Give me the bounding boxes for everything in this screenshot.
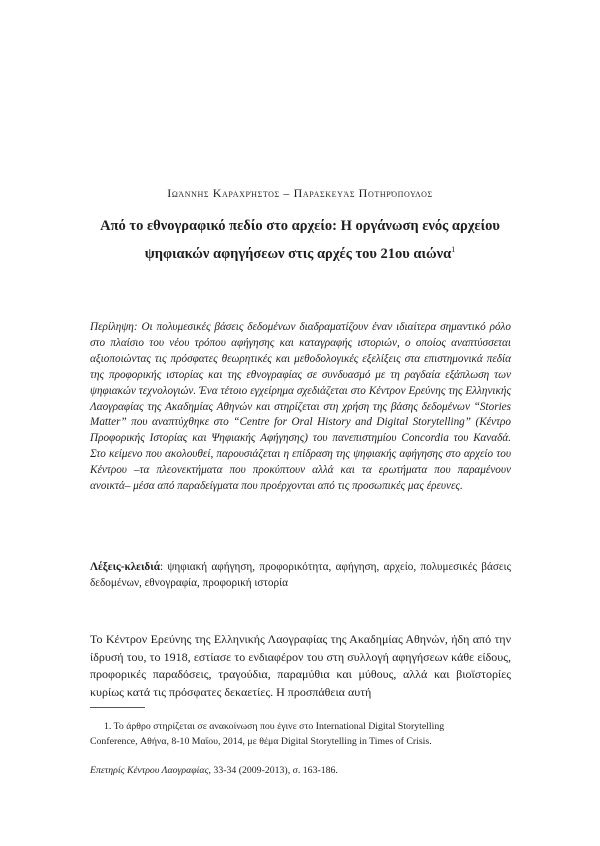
title-line-2: ψηφιακών αφηγήσεων στις αρχές του 21ου αιώνα (144, 245, 452, 262)
abstract: Περίληψη: Οι πολυμεσικές βάσεις δεδομένων διαδραματίζουν έναν ιδιαίτερα σημαντικό ρόλο στο πλαίσιο του νέου τρόπου αφήγησης και καταγραφής ιστοριών, ο οποίος αναπτύσσεται αξιοποιώντας τις πρόσφατες θεωρητικές και μεθοδολογικές εξελίξεις στα επιστημονικά πεδία της προφορικής ιστορίας και της εθνογραφίας σε συνδυασμό με τη ραγδαία εξάπλωση των ψηφιακών τεχνολογιών. Ένα τέτοιο εγχείρημα σχεδιάζεται στο Κέντρον Ερεύνης της Ελληνικής Λαογραφίας της Ακαδημίας Αθηνών και στηρίζεται στη χρήση της βάσης δεδομένων “Stories Matter” που αναπτύχθηκε στο “Centre for Oral History and Digital Storytelling” (Κέντρο Προφορικής Ιστορίας και Ψηφιακής Αφήγησης) του πανεπιστημίου Concordia του Καναδά. Στο κείμενο που ακολουθεί, παρουσιάζεται η επίδραση της ψηφιακής αφήγησης στο αρχείο του Κέντρου –τα πλεονεκτήματα που προκύπτουν αλλά και τα ερωτήματα που παραμένουν ανοικτά– μέσα από παραδείγματα που προέρχονται από τις προσωπικές μας έρευνες. (90, 321, 511, 493)
keywords-list: : ψηφιακή αφήγηση, προφορικότητα, αφήγηση, αρχείο, πολυμεσικές βάσεις δεδομένων, εθνογραφία, προφορική ιστορία (90, 561, 511, 589)
footnote-line-2: Conference, Αθήνα, 8-10 Μαΐου, 2014, με θέμα Digital Storytelling in Times of Crisis. (90, 736, 432, 747)
footnote-line-1: 1. Το άρθρο στηρίζεται σε ανακοίνωση που έγινε στο International Digital Storytelling (104, 721, 445, 732)
journal-citation (90, 765, 511, 776)
keywords (90, 559, 511, 591)
running-header-authors: Ιωάννης Καραχρήστος – Παρασκευάς Ποτηρόπουλος (167, 186, 433, 200)
footnote-divider (90, 707, 145, 708)
body-paragraph: Το Κέντρον Ερεύνης της Ελληνικής Λαογραφίας της Ακαδημίας Αθηνών, ήδη από την ίδρυσή του, το 1918, εστίασε το ενδιαφέρον του στη συλλογή αφηγήσεων κάθε είδους, προφορικές παραδόσεις, τραγούδια, παραμύθια και μύθους, αλλά και βιοϊστορίες κυρίως κατά τις πρόσφατες δεκαετίες. Η προσπάθεια αυτή (90, 632, 511, 699)
keywords-label: Λέξεις-κλειδιά (90, 561, 160, 573)
footnote (90, 719, 511, 749)
journal-details: , 33-34 (2009-2013), σ. 163-186. (208, 765, 338, 776)
title-footnote-marker[interactable]: 1 (451, 245, 456, 254)
title-line-1: Από το εθνογραφικό πεδίο στο αρχείο: Η οργάνωση ενός αρχείου (100, 218, 500, 234)
article-title (60, 215, 540, 266)
journal-name: Επετηρίς Κέντρου Λαογραφίας (90, 765, 209, 776)
